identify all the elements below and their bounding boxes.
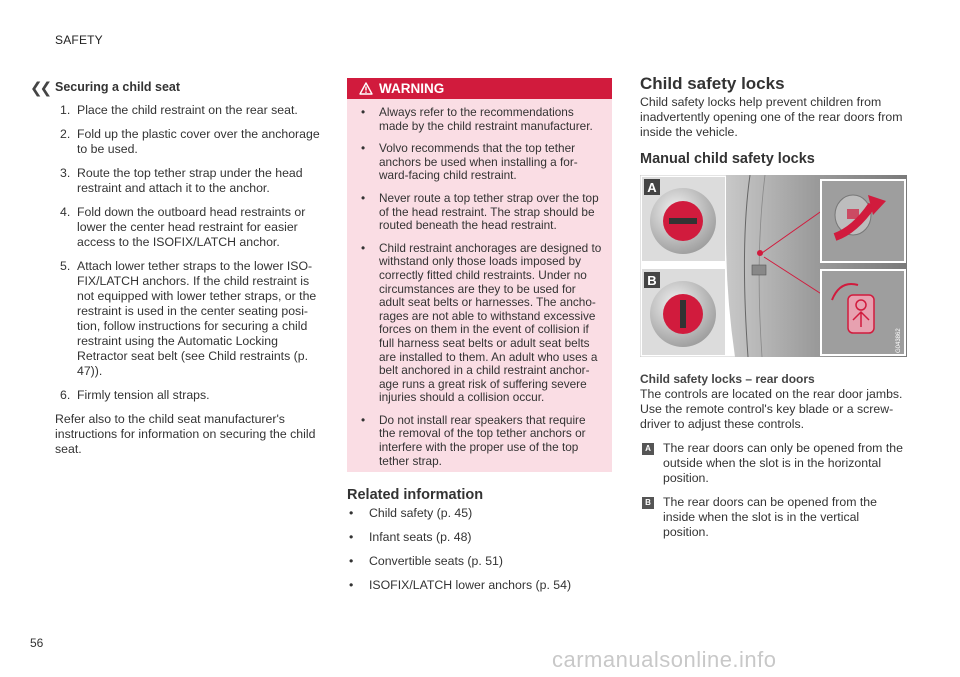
- section-title: Child safety locks: [640, 74, 785, 93]
- label-a: A: [647, 180, 657, 195]
- step-item: 5. Attach lower tether straps to the lower ISO-FIX/LATCH anchors. If the child restraint is not equipped with lower tether straps, or the restraint is used in the center seating posi-tion, follow instructions for securing a child restraint using the Automatic Locking Retractor seat belt (see Child restraints (p. 47)).: [60, 259, 317, 378]
- warning-list: [347, 106, 612, 468]
- warning-item: • Never route a top tether strap over the top of the head restraint. The strap should be routed beneath the head restraint.: [361, 190, 599, 233]
- step-item: 6. Firmly tension all straps.: [60, 388, 210, 402]
- badge-a-icon: A: [642, 443, 654, 455]
- detail-child-symbol: [821, 270, 905, 355]
- watermark: carmanualsonline.info: [552, 647, 777, 672]
- figure-code: G043862: [896, 328, 902, 353]
- warning-item: • Do not install rear speakers that require the removal of the top tether anchors or interfere with the proper use of the top tether strap.: [361, 412, 586, 468]
- warning-item: • Child restraint anchorages are designed to withstand only those loads imposed by correctly fitted child restraints. Under no circumstances are they to be used for adult seat belts or harnesses. The ancho-rages are not able to withstand excessive forces on them in the event of collision if full harness seat belts or adult seat belts are installed to them. An adult who uses a belt anchored in a child restraint anchor-age runs a great risk of suffering severe injuries should a collision occur.: [361, 240, 602, 405]
- related-title: Related information: [347, 487, 484, 503]
- chevron-left-icon: ❮❮: [30, 80, 50, 97]
- step-item: 1. Place the child restraint on the rear seat.: [60, 103, 298, 117]
- figure-caption: Child safety locks – rear doors: [640, 372, 815, 386]
- warning-header: [347, 78, 612, 99]
- child-lock-illustration: [640, 175, 907, 357]
- warning-box: [347, 78, 612, 472]
- detail-rotate: [821, 180, 905, 262]
- related-list: [347, 506, 612, 593]
- intro-paragraph: Child safety locks help prevent children from inadvertently opening one of the rear doors from inside the vehicle.: [640, 95, 903, 139]
- step-item: 2. Fold up the plastic cover over the anchorage to be used.: [60, 127, 320, 156]
- subsection-title: Manual child safety locks: [640, 151, 815, 167]
- warning-triangle-icon: [359, 82, 373, 95]
- step-item: 3. Route the top tether strap under the head restraint and attach it to the anchor.: [60, 166, 303, 195]
- related-link[interactable]: • Infant seats (p. 48): [349, 530, 472, 544]
- related-link[interactable]: • ISOFIX/LATCH lower anchors (p. 54): [349, 578, 572, 592]
- related-link[interactable]: • Convertible seats (p. 51): [349, 554, 503, 568]
- right-column: [640, 76, 908, 540]
- label-b: B: [647, 273, 657, 288]
- warning-title: WARNING: [379, 81, 445, 96]
- refer-paragraph: Refer also to the child seat manufacturer's instructions for information on securing the child seat.: [55, 412, 316, 456]
- steps-list: [55, 103, 320, 403]
- section-header: SAFETY: [55, 33, 103, 47]
- related-link[interactable]: • Child safety (p. 45): [349, 506, 473, 520]
- lock-item-a: A The rear doors can only be opened from the outside when the slot is in the horizontal position.: [640, 441, 908, 486]
- related-information: [347, 487, 612, 602]
- step-item: 4. Fold down the outboard head restraints or lower the center head restraint for easier access to the ISOFIX/LATCH anchor.: [60, 205, 306, 249]
- section-subtitle: Securing a child seat: [55, 80, 181, 94]
- warning-item: • Volvo recommends that the top tether anchors be used when installing a for-ward-facing child restraint.: [361, 141, 578, 183]
- figure-description: The controls are located on the rear door jambs. Use the remote control's key blade or a screw-driver to adjust these controls.: [640, 387, 903, 431]
- badge-b-icon: B: [642, 497, 654, 509]
- warning-item: • Always refer to the recommendations made by the child restraint manufacturer.: [361, 105, 593, 133]
- left-column: [55, 80, 320, 457]
- page-number: 56: [30, 636, 44, 650]
- lock-item-b: B The rear doors can be opened from the inside when the slot is in the vertical position.: [640, 495, 908, 540]
